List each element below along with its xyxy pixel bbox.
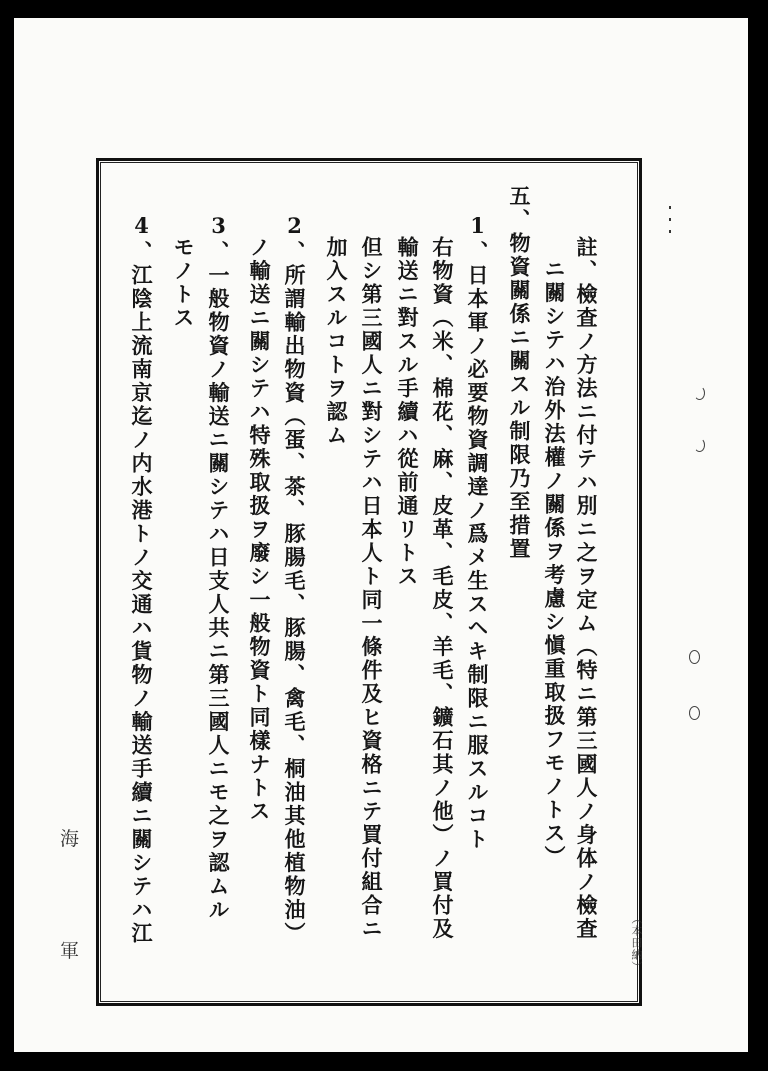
text-frame xyxy=(96,158,642,1006)
text-line-10: ノ輸送ニ關シテハ特殊取扱ヲ廢シ一般物資ト同樣ナトス xyxy=(247,236,272,824)
text-line-7: 但シ第三國人ニ對シテハ日本人ト同一條件及ヒ資格ニテ買付組合ニ xyxy=(359,236,384,941)
text-line-9: 2、所謂輸出物資（蛋、茶、豚腸毛、豚腸、禽毛、桐油其他植物油） xyxy=(282,213,307,946)
binding-hole xyxy=(689,650,700,664)
text-line-13: 4、江陰上流南京迄ノ内水港トノ交通ハ貨物ノ輸送手續ニ關シテハ江 xyxy=(129,213,154,946)
binding-hole-mark xyxy=(694,386,705,400)
archive-stamp: （本田納） xyxy=(630,913,643,973)
text-line-12: モノトス xyxy=(171,236,196,330)
binding-mark xyxy=(669,206,671,209)
text-line-5: 右物資（米、棉花、麻、皮革、毛皮、羊毛、鑛石其ノ他）ノ買付及 xyxy=(430,236,455,941)
text-line-11: 3、一般物資ノ輸送ニ關シテハ日支人共ニ第三國人ニモ之ヲ認ムル xyxy=(206,213,231,922)
text-line-8: 加入スルコトヲ認ム xyxy=(324,236,349,448)
text-line-4: 1、日本軍ノ必要物資調達ノ爲メ生スヘキ制限ニ服スルコト xyxy=(465,213,490,852)
binding-mark xyxy=(669,218,671,221)
binding-hole xyxy=(689,706,700,720)
text-line-6: 輸送ニ對スル手續ハ從前通リトス xyxy=(395,236,420,589)
document-page xyxy=(14,18,748,1052)
text-line-2: ニ關シテハ治外法權ノ關係ヲ考慮シ愼重取扱フモノトス） xyxy=(542,258,567,869)
text-line-3: 五、物資關係ニ關スル制限乃至措置 xyxy=(507,185,532,561)
binding-hole-mark xyxy=(694,438,705,452)
margin-char-gun: 軍 xyxy=(60,940,80,962)
binding-mark xyxy=(669,230,671,233)
margin-char-kai: 海 xyxy=(60,828,80,850)
text-line-1: 註、檢査ノ方法ニ付テハ別ニ之ヲ定ム（特ニ第三國人ノ身体ノ檢査 xyxy=(574,236,599,941)
